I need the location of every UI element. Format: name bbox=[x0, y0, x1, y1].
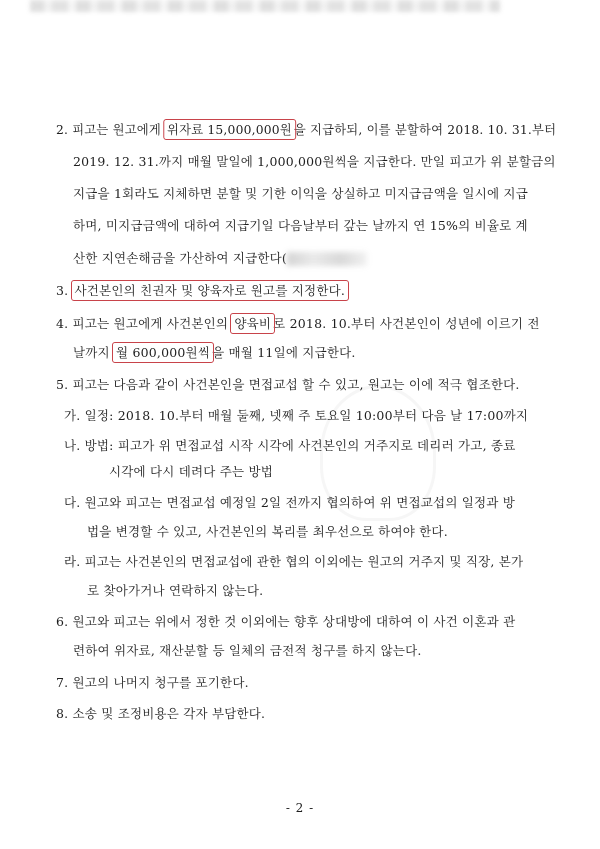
item-2-line-5 bbox=[73, 252, 367, 266]
item-4-highlight-child-support: 양육비 bbox=[234, 316, 272, 331]
item-3-number: 3. bbox=[56, 283, 69, 298]
item-7-line bbox=[56, 677, 249, 690]
item-3-highlight-custody: 사건본인의 친권자 및 양육자로 원고를 지정한다. bbox=[74, 283, 346, 298]
item-5-sub-ga: 가. 일정: 2018. 10.부터 매월 둘째, 넷째 주 토요일 10:00부터 다음 날 17:00까지 bbox=[64, 408, 529, 423]
item-4-line-2-a: 날까지 bbox=[73, 345, 114, 360]
item-6-line-1 bbox=[56, 616, 515, 629]
item-4-text-b: 로 2018. 10.부터 사건본인이 성년에 이르기 전 bbox=[273, 316, 540, 331]
item-4-line-2 bbox=[73, 347, 356, 360]
item-7-text: 원고의 나머지 청구를 포기한다. bbox=[72, 675, 249, 690]
item-2-text-a: 피고는 원고에게 bbox=[72, 122, 166, 137]
item-5-number: 5. bbox=[56, 377, 69, 392]
item-5-sub-ra-2: 로 찾아가거나 연락하지 않는다. bbox=[87, 583, 264, 598]
item-7-number: 7. bbox=[56, 675, 69, 690]
item-2-text-b: 을 지급하되, 이를 분할하여 2018. 10. 31.부터 bbox=[293, 122, 557, 137]
item-5-sub-na-2: 시각에 다시 데려다 주는 방법 bbox=[109, 464, 273, 479]
item-5-sub-na-1: 나. 방법: 피고가 위 면접교섭 시작 시각에 사건본인의 거주지로 데리러 가고, 종료 bbox=[64, 438, 516, 453]
item-5-sub-da-2: 법을 변경할 수 있고, 사건본인의 복리를 최우선으로 하여야 한다. bbox=[87, 524, 448, 539]
item-5-text: 피고는 다음과 같이 사건본인을 면접교섭 할 수 있고, 원고는 이에 적극 협조한다. bbox=[72, 377, 520, 392]
item-4-line-1 bbox=[56, 318, 540, 331]
item-5-sub-ra-1: 라. 피고는 사건본인의 면접교섭에 관한 협의 이외에는 원고의 거주지 및 직장, 본가 bbox=[64, 554, 524, 569]
blurred-header bbox=[30, 0, 500, 12]
item-4-line-2-b: 을 매월 11일에 지급한다. bbox=[212, 345, 356, 360]
item-5-line-1 bbox=[56, 379, 520, 392]
item-2-line-3: 지급을 1회라도 지체하면 분할 및 기한 이익을 상실하고 미지급금액을 일시에 지급 bbox=[73, 186, 528, 201]
item-2-line-5-text: 산한 지연손해금을 가산하여 지급한다( bbox=[73, 250, 287, 266]
item-4-number: 4. bbox=[56, 316, 69, 331]
item-6-number: 6. bbox=[56, 614, 69, 629]
item-6-line-2: 련하여 위자료, 재산분할 등 일체의 금전적 청구를 하지 않는다. bbox=[73, 643, 422, 658]
item-3-line bbox=[56, 285, 347, 298]
item-8-line bbox=[56, 708, 265, 721]
item-4-highlight-monthly-amount: 월 600,000원씩 bbox=[116, 345, 211, 360]
item-8-text: 소송 및 조정비용은 각자 부담한다. bbox=[72, 706, 266, 721]
item-5-sub-da-1: 다. 원고와 피고는 면접교섭 예정일 2일 전까지 협의하여 위 면접교섭의 일정과 방 bbox=[64, 495, 516, 510]
item-2-number: 2. bbox=[56, 122, 69, 137]
item-8-number: 8. bbox=[56, 706, 69, 721]
item-2-highlight-compensation: 위자료 15,000,000원 bbox=[167, 122, 292, 137]
page-number: - 2 - bbox=[285, 801, 315, 815]
item-2-line-2: 2019. 12. 31.까지 매월 말일에 1,000,000원씩을 지급한다. 만일 피고가 위 분할금의 bbox=[73, 154, 556, 169]
item-4-text-a: 피고는 원고에게 사건본인의 bbox=[72, 316, 233, 331]
item-2-line-1 bbox=[56, 124, 556, 137]
item-6-text-1: 원고와 피고는 위에서 정한 것 이외에는 향후 상대방에 대하여 이 사건 이혼과 관 bbox=[72, 614, 516, 629]
item-2-line-4: 하며, 미지급금액에 대하여 지급기일 다음날부터 갚는 날까지 연 15%의 비율로 계 bbox=[73, 218, 528, 233]
redacted-text bbox=[287, 252, 367, 266]
